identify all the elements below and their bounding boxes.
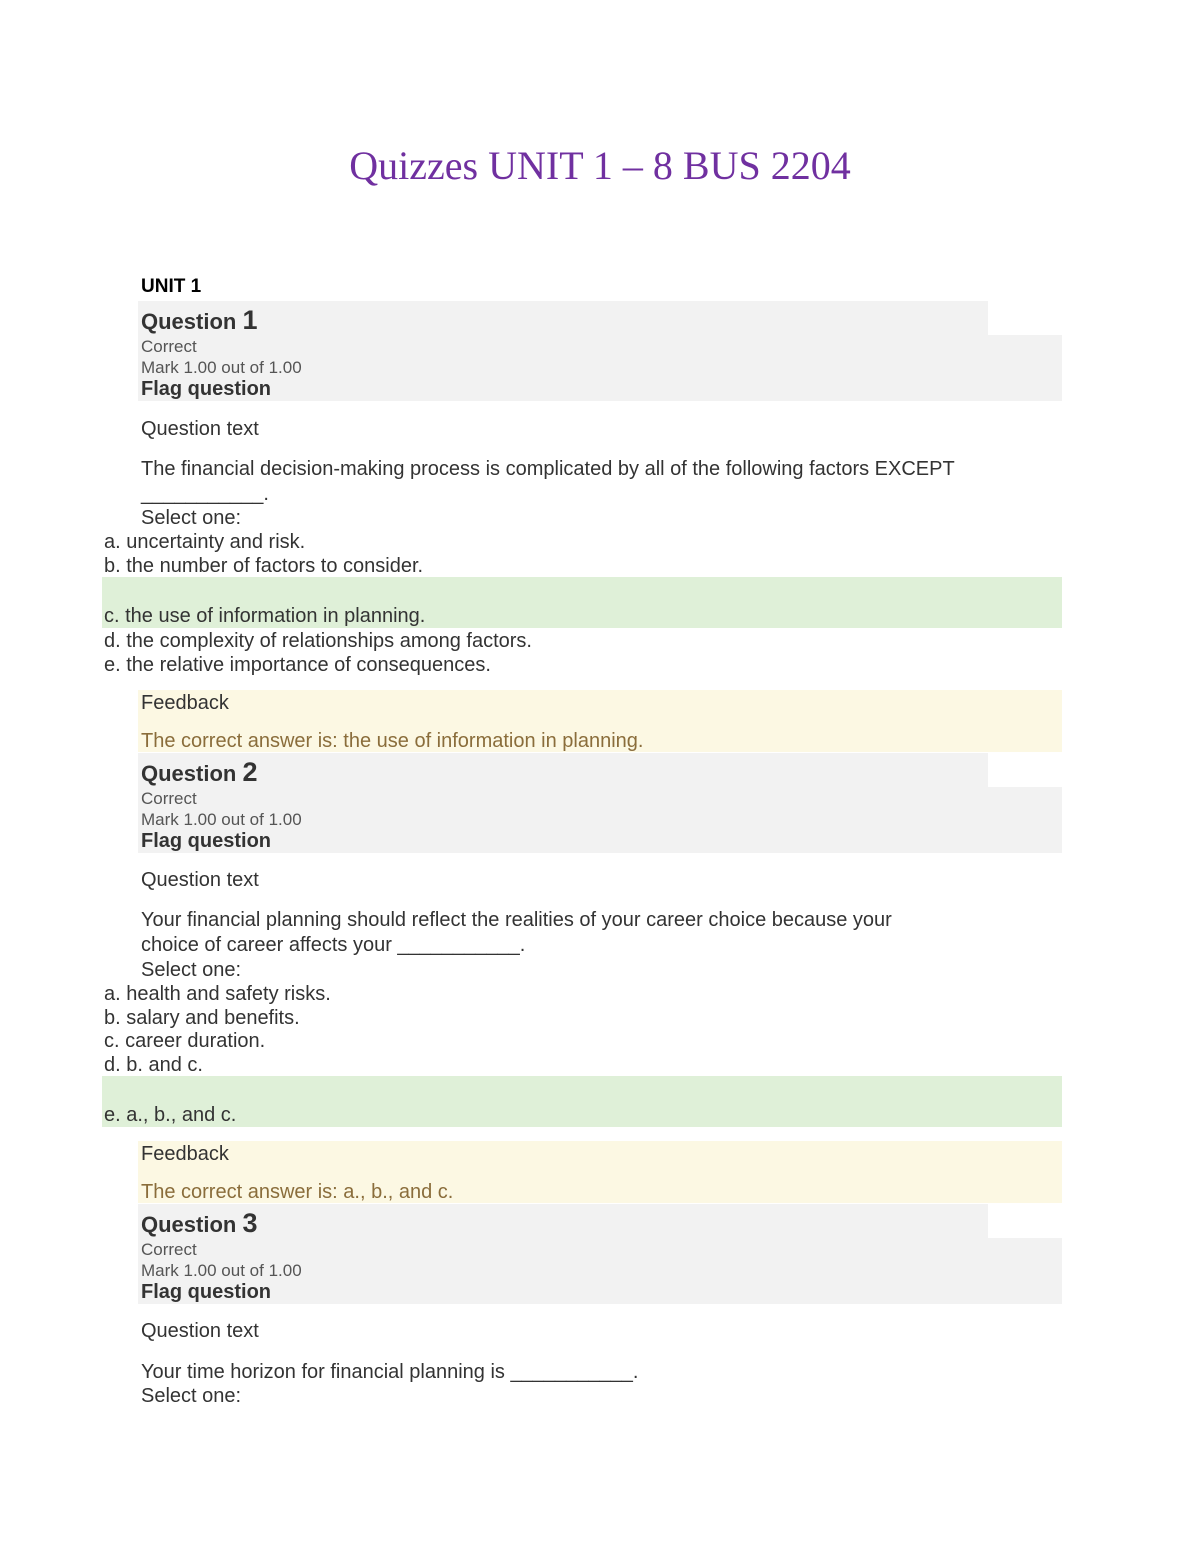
question-info-panel [138, 1204, 1062, 1304]
answer-option-c[interactable]: c. career duration. [104, 1030, 266, 1052]
question-prefix: Question [141, 1212, 237, 1237]
question-state: Correct [141, 337, 197, 356]
question-text-label: Question text [141, 869, 259, 891]
flag-question-link[interactable]: Flag question [141, 830, 271, 852]
answer-option-e[interactable]: e. the relative importance of consequences. [104, 654, 491, 676]
question-text [141, 908, 1061, 958]
select-one-label: Select one: [141, 1385, 242, 1407]
question-heading [141, 1208, 258, 1239]
question-prefix: Question [141, 309, 237, 334]
question-heading [141, 757, 258, 788]
feedback-text: The correct answer is: a., b., and c. [141, 1181, 454, 1203]
question-grade: Mark 1.00 out of 1.00 [141, 1261, 302, 1280]
question-text-label: Question text [141, 1320, 259, 1342]
question-prefix: Question [141, 761, 237, 786]
answer-option-d[interactable]: d. b. and c. [104, 1054, 203, 1076]
feedback-text: The correct answer is: the use of information in planning. [141, 730, 644, 752]
question-state: Correct [141, 789, 197, 808]
answer-option-b[interactable]: b. the number of factors to consider. [104, 555, 424, 577]
feedback-label: Feedback [141, 692, 229, 714]
question-number: 2 [242, 757, 258, 787]
feedback-panel [138, 690, 1062, 752]
question-number: 1 [242, 305, 258, 335]
answer-option-b[interactable]: b. salary and benefits. [104, 1007, 300, 1029]
question-text [141, 1360, 1061, 1385]
question-info-panel [138, 753, 1062, 853]
answer-option-e[interactable]: e. a., b., and c. [104, 1104, 237, 1126]
flag-question-link[interactable]: Flag question [141, 1281, 271, 1303]
question-text-line: Your time horizon for financial planning is ___________. [141, 1361, 639, 1383]
question-text-line: choice of career affects your ___________. [141, 934, 526, 956]
answer-option-a[interactable]: a. uncertainty and risk. [104, 531, 306, 553]
correct-answer-highlight [102, 1076, 1062, 1127]
question-text-label: Question text [141, 418, 259, 440]
question-text [141, 457, 1061, 507]
select-one-label: Select one: [141, 959, 242, 981]
info-background [138, 301, 988, 335]
question-text-line: The financial decision-making process is complicated by all of the following factors EXCEPT [141, 458, 955, 480]
flag-question-link[interactable]: Flag question [141, 378, 271, 400]
question-grade: Mark 1.00 out of 1.00 [141, 810, 302, 829]
question-text-line: Your financial planning should reflect the realities of your career choice because your [141, 909, 892, 931]
answer-option-d[interactable]: d. the complexity of relationships among factors. [104, 630, 532, 652]
feedback-label: Feedback [141, 1143, 229, 1165]
answer-option-c[interactable]: c. the use of information in planning. [104, 605, 426, 627]
question-number: 3 [242, 1208, 258, 1238]
question-info-panel [138, 301, 1062, 401]
feedback-panel [138, 1141, 1062, 1203]
info-background [138, 1204, 988, 1238]
info-background [138, 753, 988, 787]
document-title: Quizzes UNIT 1 – 8 BUS 2204 [349, 143, 851, 188]
question-text-line: ___________. [141, 483, 269, 505]
unit-heading: UNIT 1 [141, 276, 202, 297]
answer-option-a[interactable]: a. health and safety risks. [104, 983, 331, 1005]
select-one-label: Select one: [141, 507, 242, 529]
question-grade: Mark 1.00 out of 1.00 [141, 358, 302, 377]
question-heading [141, 305, 258, 336]
question-state: Correct [141, 1240, 197, 1259]
